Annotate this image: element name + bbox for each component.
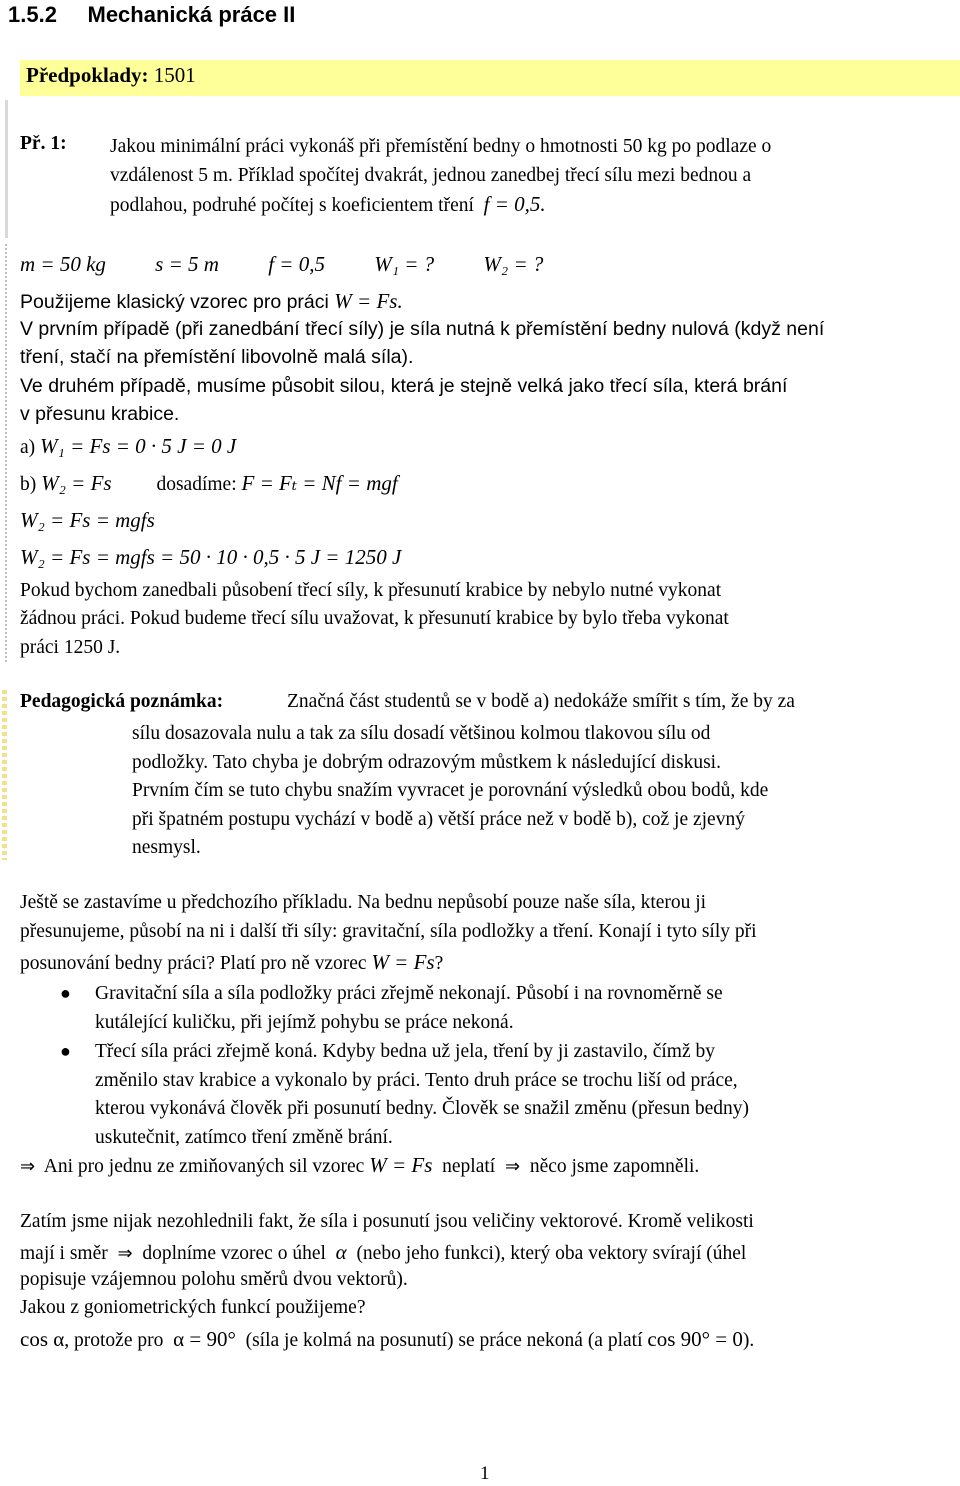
part-b-label: b) xyxy=(20,474,37,495)
note-line: podložky. Tato chyba je dobrým odrazovým můstkem k následující diskusi. xyxy=(132,751,721,773)
vectors-text: , protože pro xyxy=(64,1330,164,1351)
part-a-formula: W₁ = Fs = 0 · 5 J = 0 J xyxy=(40,434,237,458)
note-line: sílu dosazovala nulu a tak za sílu dosadí většinou kolmou tlakovou sílu od xyxy=(132,723,711,744)
implies-arrow-icon: ⇒ xyxy=(117,1243,133,1264)
bullet-line: změnilo stav krabice a vykonalo by práci. Tento druh práce se trochu liší od práce, xyxy=(95,1069,738,1091)
example-margin-bar xyxy=(5,100,8,238)
given-values xyxy=(20,252,587,277)
bullet-line: kutálející kuličku, při jejímž pohybu se práce nekoná. xyxy=(95,1011,514,1033)
bullet-icon: ● xyxy=(60,1041,71,1061)
implication-line xyxy=(20,1153,699,1178)
bullet-line: Gravitační síla a síla podložky práci zřejmě nekonají. Působí i na rovnoměrně se xyxy=(95,983,723,1004)
section-heading xyxy=(8,2,295,28)
forces-question: posunování bedny práci? Platí pro ně vzorec xyxy=(20,953,367,974)
conclusion-line: Pokud bychom zanedbali působení třecí síly, k přesunutí krabice by nebylo nutné vykonat xyxy=(20,580,722,601)
bullet-line: Třecí síla práci zřejmě koná. Kdyby bedna už jela, tření by ji zastavilo, čímž by xyxy=(95,1041,715,1062)
prerequisites xyxy=(26,63,196,88)
alpha-90-formula: α = 90° xyxy=(173,1327,236,1351)
conclusion-line: žádnou práci. Pokud budeme třecí sílu uvažovat, k přesunutí krabice by bylo třeba vykonat xyxy=(20,608,729,629)
part-b-subst-label: dosadíme: xyxy=(156,474,237,495)
note-body xyxy=(132,720,952,863)
vectors-line-2 xyxy=(20,1240,746,1265)
implication-text: neplatí xyxy=(442,1156,496,1177)
solution-p1-line: tření, stačí na přemístění libovolně malá síla). xyxy=(20,346,414,368)
note-line: při špatném postupu vychází v bodě a) větší práce než v bodě b), což je zjevný xyxy=(132,808,745,830)
solution-margin-bar xyxy=(5,244,7,662)
solution-p2-line: v přesunu krabice. xyxy=(20,403,180,425)
vectors-line: Jakou z goniometrických funkcí použijeme? xyxy=(20,1297,366,1318)
section-title: Mechanická práce II xyxy=(87,2,296,27)
solution-intro xyxy=(20,289,403,314)
forces-line: Ještě se zastavíme u předchozího příkladu. Na bednu nepůsobí pouze naše síla, kterou ji xyxy=(20,892,707,913)
conclusion-line: práci 1250 J. xyxy=(20,637,121,658)
given-distance: s = 5 m xyxy=(155,252,219,276)
implication-text: něco jsme zapomněli. xyxy=(529,1156,700,1177)
note-margin-bar xyxy=(2,690,7,860)
example-coef-formula: f = 0,5. xyxy=(483,192,546,216)
bullet-line: uskutečnit, zatímco tření změně brání. xyxy=(95,1126,393,1148)
part-a-label: a) xyxy=(20,437,36,458)
implies-arrow-icon: ⇒ xyxy=(504,1156,521,1177)
part-b-subst: F = Fₜ = Nf = mgf xyxy=(241,471,398,495)
vectors-line: popisuje vzájemnou polohu směrů dvou vektorů). xyxy=(20,1269,408,1290)
cos-alpha-formula: cos α xyxy=(20,1327,65,1351)
cos-90-formula: cos 90° = 0 xyxy=(647,1327,743,1351)
prerequisites-label: Předpoklady: xyxy=(26,63,149,87)
forces-question-mark: ? xyxy=(434,953,444,974)
note-line: nesmysl. xyxy=(132,837,201,858)
forces-line: přesunujeme, působí na ni i další tři síly: gravitační, síla podložky a tření. Konají i tyto síly při xyxy=(20,921,757,942)
work-formula: W = Fs. xyxy=(334,289,403,313)
forces-line-3 xyxy=(20,950,443,975)
note-line: Značná část studentů se v bodě a) nedokáže smířit s tím, že by za xyxy=(287,691,795,712)
part-a xyxy=(20,434,236,459)
vectors-text: doplníme vzorec o úhel xyxy=(142,1243,326,1264)
solution-intro-text: Použijeme klasický vzorec pro práci xyxy=(20,291,329,313)
bullet-icon: ● xyxy=(60,983,71,1003)
part-b xyxy=(20,471,398,496)
vectors-text: (síla je kolmá na posunutí) se práce nekoná (a platí xyxy=(245,1330,643,1351)
forces-formula: W = Fs xyxy=(371,950,435,974)
w2-line-2: W₂ = Fs = mgfs = 50 · 10 · 0,5 · 5 J = 1250 J xyxy=(20,545,402,569)
vectors-line: Zatím jsme nijak nezohlednili fakt, že síla i posunutí jsou veličiny vektorové. Kromě velikosti xyxy=(20,1211,754,1232)
implication-text: Ani pro jednu ze zmiňovaných sil vzorec xyxy=(43,1156,365,1177)
w2-line-1: W₂ = Fs = mgfs xyxy=(20,508,155,532)
part-b-formula: W₂ = Fs xyxy=(41,471,112,495)
implication-formula: W = Fs xyxy=(369,1153,433,1177)
implies-arrow-icon: ⇒ xyxy=(20,1156,36,1177)
bullet-item xyxy=(95,980,955,1037)
vectors-text: (nebo jeho funkci), který oba vektory svírají (úhel xyxy=(356,1243,747,1264)
example-line: vzdálenost 5 m. Příklad spočítej dvakrát, jednou zanedbej třecí sílu mezi bednou a xyxy=(110,164,752,186)
page-number: 1 xyxy=(480,1463,490,1484)
example-line: Jakou minimální práci vykonáš při přemístění bedny o hmotnosti 50 kg po podlaze o xyxy=(110,136,772,157)
given-w2: W₂ = ? xyxy=(483,252,544,276)
vectors-text: ). xyxy=(742,1330,755,1351)
bullet-item xyxy=(95,1038,955,1152)
example-text xyxy=(110,133,950,221)
note-label: Pedagogická poznámka: xyxy=(20,691,224,712)
example-line xyxy=(110,190,950,221)
section-number: 1.5.2 xyxy=(8,2,57,27)
prerequisites-value: 1501 xyxy=(153,63,196,87)
bullet-line: kterou vykonává člověk při posunutí bedny. Člověk se snažil změnu (přesun bedny) xyxy=(95,1098,749,1119)
vectors-line-5 xyxy=(20,1327,754,1352)
given-mass: m = 50 kg xyxy=(20,252,106,276)
solution-p1-line: V prvním případě (při zanedbání třecí síly) je síla nutná k přemístění bedny nulová (když není xyxy=(20,318,825,340)
solution-p2-line: Ve druhém případě, musíme působit silou, která je stejně velká jako třecí síla, která brání xyxy=(20,375,788,397)
given-friction: f = 0,5 xyxy=(268,252,325,276)
given-w1: W₁ = ? xyxy=(374,252,435,276)
alpha-symbol: α xyxy=(335,1240,347,1264)
example-line-text: podlahou, podruhé počítej s koeficientem tření xyxy=(110,195,474,216)
example-label: Př. 1: xyxy=(20,133,67,154)
note-line: Prvním čím se tuto chybu snažím vyvracet je porovnání výsledků obou bodů, kde xyxy=(132,780,769,801)
vectors-text: mají i směr xyxy=(20,1243,108,1264)
